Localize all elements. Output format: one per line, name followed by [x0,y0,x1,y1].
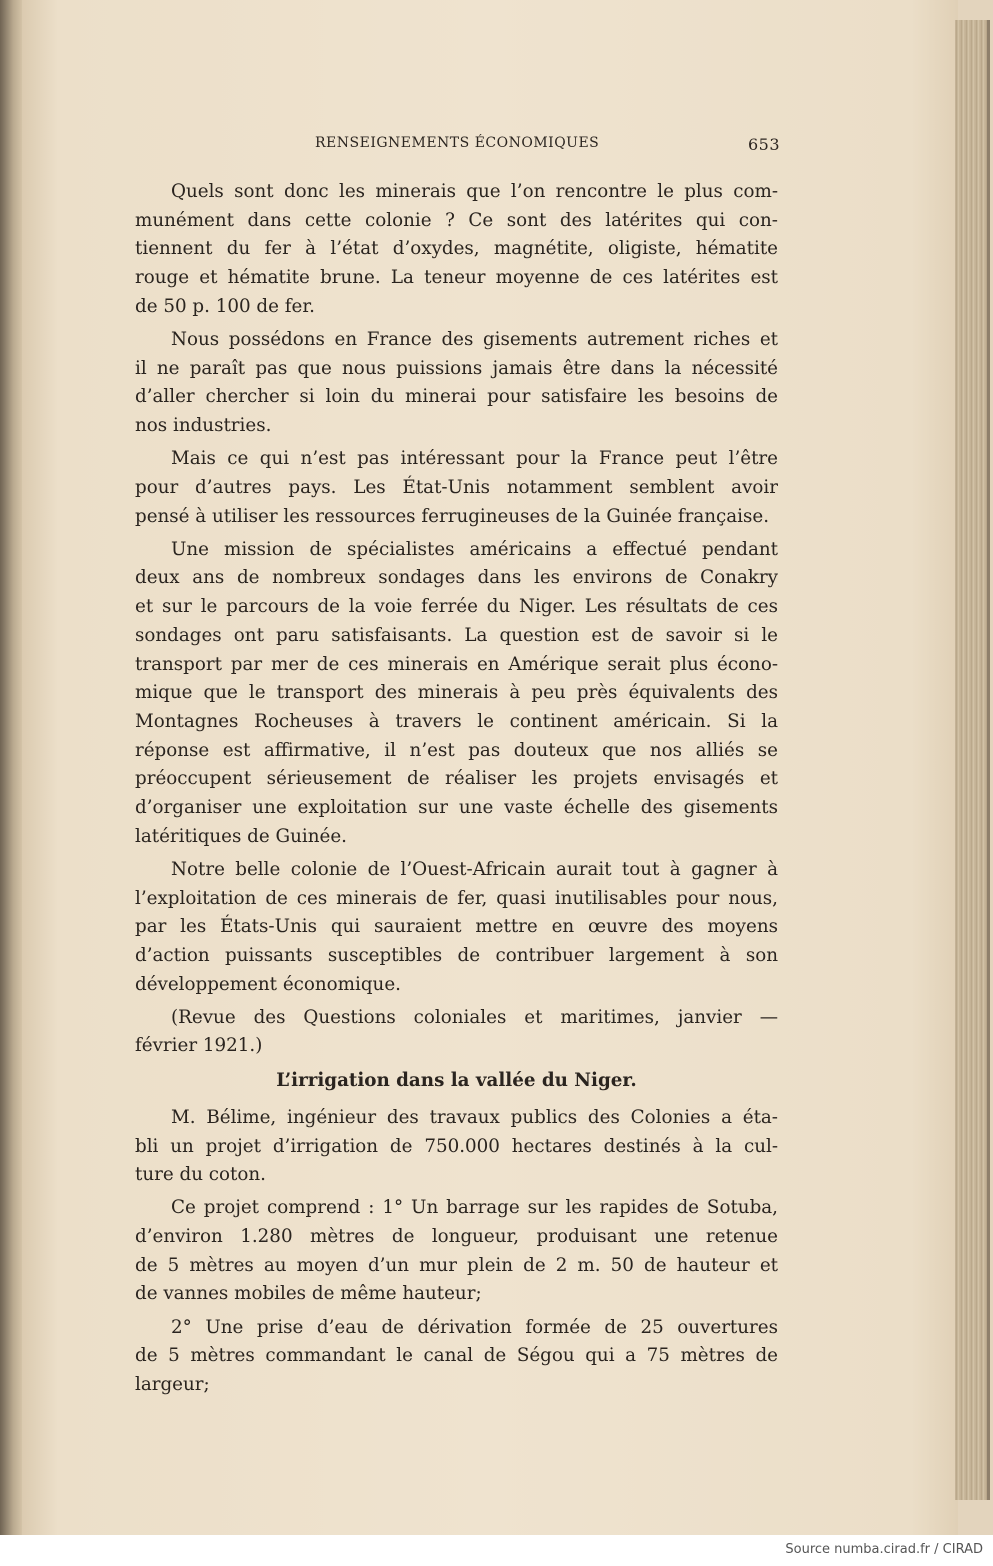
text-line: et sur le parcours de la voie ferrée du Niger. Les résultats de ces [135,596,778,618]
running-header [315,135,780,154]
text-line: Nous possédons en France des gisements autrement riches et [171,328,778,350]
text-line: d’action puissants susceptibles de contribuer largement à son [135,944,778,966]
text-line: de vannes mobiles de même hauteur; [135,1283,482,1305]
paragraph [135,1314,778,1400]
section-heading: L’irrigation dans la vallée du Niger. [276,1070,637,1092]
text-line: mique que le transport des minerais à peu près équivalents des [135,682,778,704]
paragraph [135,1004,778,1061]
text-line: (Revue des Questions coloniales et maritimes, janvier — [171,1006,778,1028]
text-line: d’organiser une exploitation sur une vaste échelle des gisements [135,796,778,818]
paragraph [135,445,778,531]
page-stack-edge [955,20,990,1500]
text-line: de 5 mètres commandant le canal de Ségou qui a 75 mètres de [135,1345,778,1367]
text-line: d’environ 1.280 mètres de longueur, produisant une retenue [135,1226,778,1248]
paragraph [135,326,778,441]
text-line: réponse est affirmative, il n’est pas douteux que nos alliés se [135,739,778,761]
text-line: M. Bélime, ingénieur des travaux publics des Colonies a éta- [171,1106,778,1128]
text-line: sondages ont paru satisfaisants. La question est de savoir si le [135,624,778,646]
text-line: pour d’autres pays. Les État-Unis notamment semblent avoir [135,476,778,498]
text-line: latéritiques de Guinée. [135,825,347,847]
text-line: largeur; [135,1374,210,1396]
text-line: par les États-Unis qui sauraient mettre en œuvre des moyens [135,916,778,938]
paragraph [135,856,778,999]
text-line: tiennent du fer à l’état d’oxydes, magnétite, oligiste, hématite [135,238,778,260]
text-line: préoccupent sérieusement de réaliser les projets envisagés et [135,768,778,790]
text-line: bli un projet d’irrigation de 750.000 hectares destinés à la cul- [135,1135,778,1157]
text-line: Mais ce qui n’est pas intéressant pour la France peut l’être [171,448,778,470]
paragraph [135,178,778,321]
text-line: l’exploitation de ces minerais de fer, quasi inutilisables pour nous, [135,887,778,909]
text-line: Montagnes Rocheuses à travers le continent américain. Si la [135,710,778,732]
text-line: 2° Une prise d’eau de dérivation formée de 25 ouvertures [171,1316,778,1338]
section-paragraphs [135,1104,778,1400]
paragraph [135,1194,778,1309]
text-line: pensé à utiliser les ressources ferrugineuses de la Guinée française. [135,505,770,527]
text-line: de 5 mètres au moyen d’un mur plein de 2 m. 50 de hauteur et [135,1254,778,1276]
paragraph [135,1104,778,1190]
text-line: développement économique. [135,973,401,995]
section-paragraphs [135,178,778,1061]
running-header-title: RENSEIGNEMENTS ÉCONOMIQUES [315,135,600,151]
text-line: nos industries. [135,415,272,436]
book-spine-edge [0,0,22,1535]
text-line: Notre belle colonie de l’Ouest-Africain aurait tout à gagner à [171,858,778,880]
text-line: Quels sont donc les minerais que l’on rencontre le plus com- [171,181,778,202]
text-line: Une mission de spécialistes américains a effectué pendant [171,538,778,560]
source-credit: Source numba.cirad.fr / CIRAD [785,1542,983,1557]
text-line: Ce projet comprend : 1° Un barrage sur les rapides de Sotuba, [171,1197,778,1219]
text-line: rouge et hématite brune. La teneur moyenne de ces latérites est [135,267,778,289]
paragraph [135,536,778,852]
text-line: il ne paraît pas que nous puissions jamais être dans la nécessité [135,357,778,379]
text-line: munément dans cette colonie ? Ce sont des latérites qui con- [135,209,778,231]
text-line: deux ans de nombreux sondages dans les environs de Conakry [135,567,778,589]
article-body [135,178,778,1404]
text-line: de 50 p. 100 de fer. [135,295,315,317]
text-line: transport par mer de ces minerais en Amérique serait plus écono- [135,653,778,675]
text-line: février 1921.) [135,1035,263,1057]
text-line: d’aller chercher si loin du minerai pour satisfaire les besoins de [135,386,778,408]
text-line: ture du coton. [135,1164,266,1186]
page-number: 653 [747,135,780,154]
